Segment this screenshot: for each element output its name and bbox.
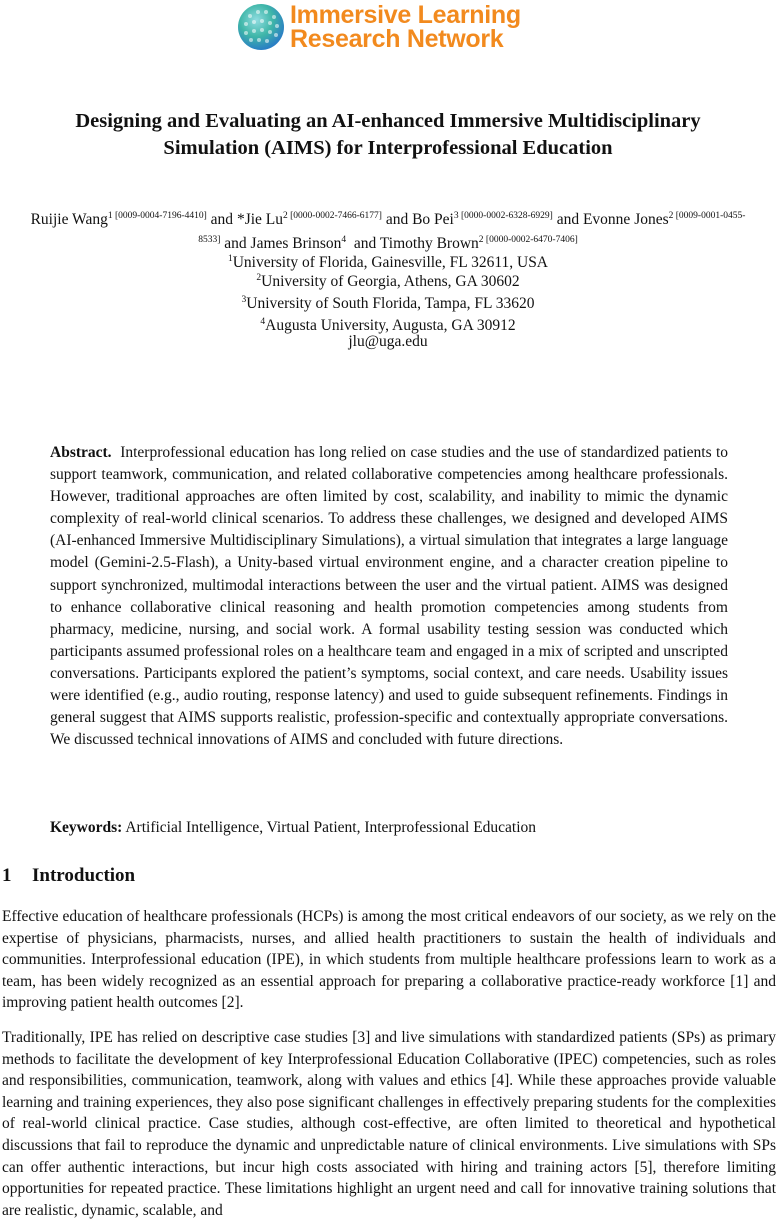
section-number: 1 <box>2 865 12 886</box>
email-text: jlu@uga.edu <box>348 333 428 350</box>
author-sup: 4 <box>341 235 347 246</box>
body-paragraph: Traditionally, IPE has relied on descriptive case studies [3] and live simulations with standardized patients (SPs) as primary methods to facilitate the development of key Interprofessional Education Collaborative (IPEC) competencies, such as roles and responsibilities, communication, teamwork, along with values and ethics [4]. While these approaches provide valuable learning and training experiences, they also pose significant challenges in effectively preparing students for the complexities of real-world clinical practice. Case studies, although cost-effective, are often limited to theoretical and hypothetical discussions that fail to reproduce the dynamic and unpredictable nature of clinical environments. Live simulations with SPs can offer authentic interactions, but incur high costs associated with hiring and training actors [5], therefore limiting opportunities for repeated practice. These limitations highlight an urgent need and call for innovative training solutions that are realistic, dynamic, scalable, and <box>2 1029 776 1219</box>
abstract-text: Interprofessional education has long relied on case studies and the use of standardized patients to support teamwork, communication, and related collaborative competencies among healthcare professionals. However, traditional approaches are often limited by cost, scalability, and inability to mimic the dynamic complexity of real-world clinical scenarios. To address these challenges, we designed and developed AIMS (AI-enhanced Immersive Multidisciplinary Simulations), a virtual simulation that integrates a large language model (Gemini-2.5-Flash), a Unity-based virtual environment engine, and a character creation pipeline to support synchronized, multimodal interactions between the user and the virtual patient. AIMS was designed to enhance collaborative clinical reasoning and health promotion competencies among students from pharmacy, medicine, nursing, and social work. A formal usability testing session was conducted which participants assumed professional roles on a healthcare team and engaged in a mix of scripted and unscripted conversations. Participants explored the patient’s symptoms, social context, and care needs. Usability issues were identified (e.g., audio routing, response latency) and used to guide subsequent refinements. Findings in general suggest that AIMS supports realistic, profession-specific and contextually appropriate conversations. We discussed technical innovations of AIMS and concluded with future directions. <box>50 444 729 749</box>
abstract-label: Abstract. <box>50 444 112 461</box>
keywords-text: Artificial Intelligence, Virtual Patient, Interprofessional Education <box>125 819 537 836</box>
ilrn-logo <box>236 2 521 52</box>
affiliation-text: University of Florida, Gainesville, FL 32611, USA <box>232 254 549 272</box>
logo-wordmark <box>290 3 521 51</box>
author-sup: 3 [0000-0002-6328-6929] <box>453 211 553 221</box>
title-line-1: Designing and Evaluating an AI-enhanced Immersive Multidisciplinary <box>75 110 701 132</box>
author-name: Evonne Jones <box>582 211 669 229</box>
author-sep: and <box>220 235 251 253</box>
affiliation-sup: 3 <box>241 295 247 305</box>
globe-icon <box>236 2 286 52</box>
section-title: Introduction <box>32 865 136 886</box>
contact-email <box>0 331 776 353</box>
affiliation-text: Augusta University, Augusta, GA 30912 <box>265 317 516 335</box>
author-sep: and <box>381 211 413 229</box>
author-sup: 1 [0009-0004-7196-4410] <box>107 211 207 221</box>
paper-title <box>0 108 776 162</box>
author-sup: 2 [0000-0002-7466-6177] <box>283 211 382 221</box>
affiliation-sup: 4 <box>260 317 266 327</box>
logo-line-1: Immersive Learning <box>290 1 521 29</box>
author-name: Bo Pei <box>412 211 454 229</box>
author-name: Ruijie Wang <box>30 211 108 229</box>
author-name: James Brinson <box>250 235 342 253</box>
affiliation-text: University of South Florida, Tampa, FL 33620 <box>246 295 535 313</box>
title-line-2: Simulation (AIMS) for Interprofessional Education <box>163 137 613 159</box>
author-sep: and <box>552 211 583 229</box>
section-heading <box>2 864 135 888</box>
affiliation-text: University of Georgia, Athens, GA 30602 <box>261 273 520 291</box>
keywords-label: Keywords: <box>50 819 123 836</box>
author-sep: and <box>346 235 380 253</box>
keywords <box>50 817 728 839</box>
author-name: Timothy Brown <box>379 235 479 253</box>
author-sep: and <box>206 211 237 229</box>
body-paragraph: Effective education of healthcare professionals (HCPs) is among the most critical endeavors of our society, as we rely on the expertise of physicians, pharmacists, nurses, and allied health practitioners to sustain the health of individuals and communities. Interprofessional education (IPE), in which students from multiple healthcare professions learn to work as a team, has been widely recognized as an essential approach for preparing a collaborative practice-ready workforce [1] and improving patient health outcomes [2]. <box>2 908 776 1012</box>
abstract <box>50 442 728 751</box>
author-sup: 2 [0000-0002-6470-7406] <box>478 235 578 246</box>
author-name: *Jie Lu <box>236 211 283 229</box>
affiliation-sup: 2 <box>256 273 262 283</box>
author-sup: 2 [0009-0001-0455-8533] <box>198 211 746 246</box>
affiliation-sup: 1 <box>227 254 233 264</box>
logo-line-2: Research Network <box>290 25 504 53</box>
